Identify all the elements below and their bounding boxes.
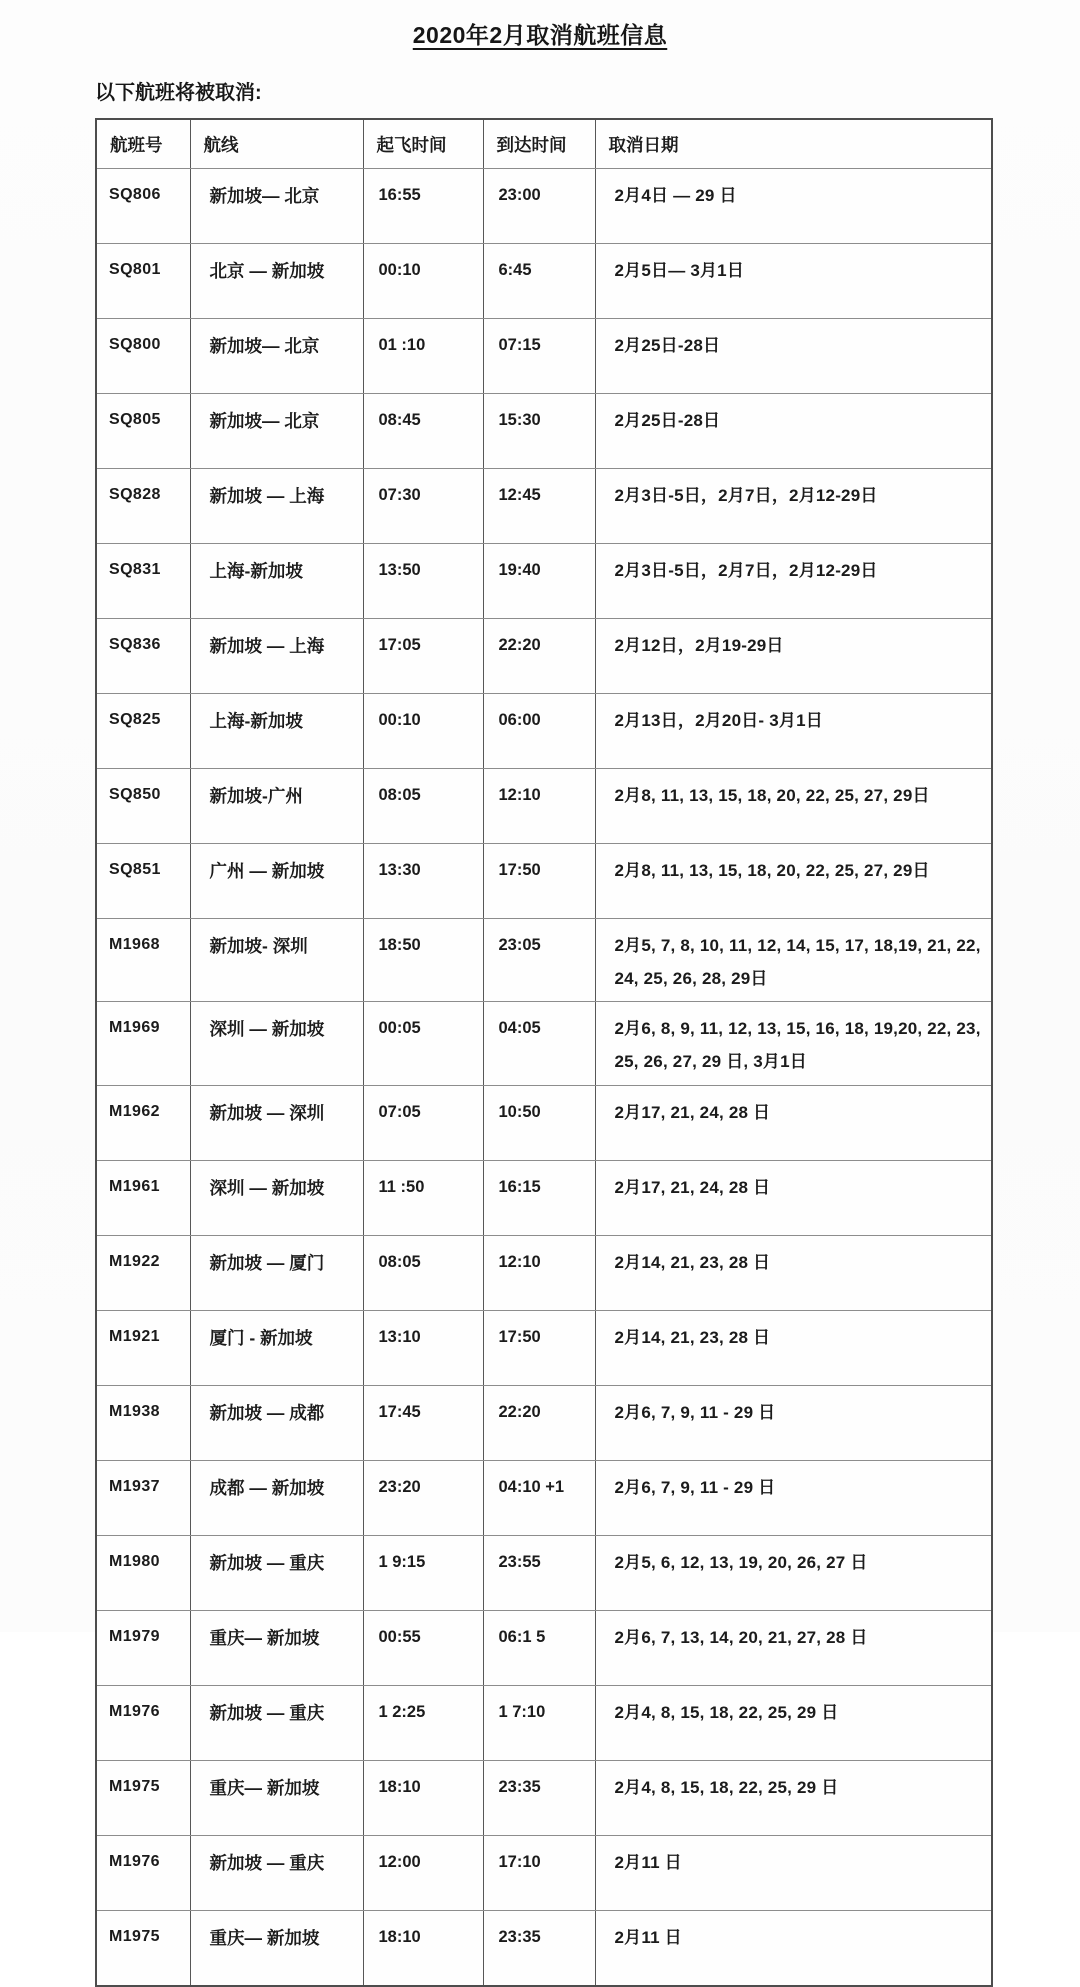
route-cell: 新加坡 — 重庆 <box>190 1685 363 1760</box>
table-row <box>96 319 992 394</box>
table-row <box>96 769 992 844</box>
header-cancel-dates: 取消日期 <box>595 119 992 169</box>
route-cell: 新加坡-广州 <box>190 769 363 844</box>
arrival-time-cell: 16:15 <box>483 1160 595 1235</box>
route-cell: 新加坡 — 上海 <box>190 469 363 544</box>
arrival-time-cell: 17:50 <box>483 1310 595 1385</box>
route-cell: 新加坡 — 厦门 <box>190 1235 363 1310</box>
route-cell: 新加坡— 北京 <box>190 319 363 394</box>
cancel-dates-cell: 2月5日— 3月1日 <box>595 244 992 319</box>
departure-time-cell: 00:10 <box>363 694 483 769</box>
departure-time-cell: 1 2:25 <box>363 1685 483 1760</box>
arrival-time-cell: 23:35 <box>483 1910 595 1986</box>
cancel-dates-cell: 2月11 日 <box>595 1910 992 1986</box>
flight-number-cell: M1975 <box>96 1910 190 1986</box>
route-cell: 上海-新加坡 <box>190 694 363 769</box>
route-cell: 广州 — 新加坡 <box>190 844 363 919</box>
arrival-time-cell: 23:05 <box>483 919 595 1002</box>
departure-time-cell: 01 :10 <box>363 319 483 394</box>
departure-time-cell: 07:30 <box>363 469 483 544</box>
departure-time-cell: 17:45 <box>363 1385 483 1460</box>
departure-time-cell: 13:50 <box>363 544 483 619</box>
departure-time-cell: 12:00 <box>363 1835 483 1910</box>
table-row <box>96 1460 992 1535</box>
route-cell: 新加坡 — 重庆 <box>190 1835 363 1910</box>
table-row <box>96 169 992 244</box>
flight-number-cell: M1976 <box>96 1685 190 1760</box>
departure-time-cell: 13:10 <box>363 1310 483 1385</box>
route-cell: 新加坡— 北京 <box>190 394 363 469</box>
table-row <box>96 1535 992 1610</box>
header-arrival-time: 到达时间 <box>483 119 595 169</box>
flight-number-cell: SQ825 <box>96 694 190 769</box>
flight-number-cell: SQ805 <box>96 394 190 469</box>
table-row <box>96 1235 992 1310</box>
table-row <box>96 1160 992 1235</box>
cancel-dates-cell: 2月6, 7, 13, 14, 20, 21, 27, 28 日 <box>595 1610 992 1685</box>
departure-time-cell: 18:50 <box>363 919 483 1002</box>
departure-time-cell: 23:20 <box>363 1460 483 1535</box>
departure-time-cell: 08:05 <box>363 1235 483 1310</box>
table-row <box>96 469 992 544</box>
flight-number-cell: SQ800 <box>96 319 190 394</box>
arrival-time-cell: 12:10 <box>483 1235 595 1310</box>
cancel-dates-cell: 2月8, 11, 13, 15, 18, 20, 22, 25, 27, 29日 <box>595 844 992 919</box>
departure-time-cell: 13:30 <box>363 844 483 919</box>
flight-number-cell: M1938 <box>96 1385 190 1460</box>
cancel-dates-cell: 2月3日-5日，2月7日，2月12-29日 <box>595 544 992 619</box>
departure-time-cell: 08:05 <box>363 769 483 844</box>
cancel-dates-cell: 2月8, 11, 13, 15, 18, 20, 22, 25, 27, 29日 <box>595 769 992 844</box>
arrival-time-cell: 15:30 <box>483 394 595 469</box>
cancel-dates-cell: 2月6, 8, 9, 11, 12, 13, 15, 16, 18, 19,20, 22, 23, 25, 26, 27, 29 日, 3月1日 <box>595 1002 992 1085</box>
route-cell: 深圳 — 新加坡 <box>190 1160 363 1235</box>
departure-time-cell: 16:55 <box>363 169 483 244</box>
page-title-text: 2020年2月取消航班信息 <box>412 22 668 48</box>
flight-number-cell: M1975 <box>96 1760 190 1835</box>
table-row <box>96 1835 992 1910</box>
table-row <box>96 619 992 694</box>
table-row <box>96 1085 992 1160</box>
cancel-dates-cell: 2月6, 7, 9, 11 - 29 日 <box>595 1385 992 1460</box>
cancel-dates-cell: 2月13日，2月20日- 3月1日 <box>595 694 992 769</box>
flight-number-cell: SQ850 <box>96 769 190 844</box>
cancel-dates-cell: 2月17, 21, 24, 28 日 <box>595 1085 992 1160</box>
route-cell: 重庆— 新加坡 <box>190 1760 363 1835</box>
route-cell: 新加坡 — 深圳 <box>190 1085 363 1160</box>
route-cell: 成都 — 新加坡 <box>190 1460 363 1535</box>
arrival-time-cell: 22:20 <box>483 619 595 694</box>
header-route: 航线 <box>190 119 363 169</box>
flight-number-cell: M1976 <box>96 1835 190 1910</box>
flight-number-cell: M1962 <box>96 1085 190 1160</box>
table-row <box>96 1760 992 1835</box>
departure-time-cell: 11 :50 <box>363 1160 483 1235</box>
route-cell: 上海-新加坡 <box>190 544 363 619</box>
flight-number-cell: M1922 <box>96 1235 190 1310</box>
arrival-time-cell: 12:45 <box>483 469 595 544</box>
arrival-time-cell: 6:45 <box>483 244 595 319</box>
flight-number-cell: SQ806 <box>96 169 190 244</box>
route-cell: 厦门 - 新加坡 <box>190 1310 363 1385</box>
route-cell: 新加坡— 北京 <box>190 169 363 244</box>
cancelled-flights-table <box>95 118 993 1987</box>
cancel-dates-cell: 2月25日-28日 <box>595 394 992 469</box>
table-row <box>96 694 992 769</box>
cancel-dates-cell: 2月4, 8, 15, 18, 22, 25, 29 日 <box>595 1760 992 1835</box>
route-cell: 重庆— 新加坡 <box>190 1910 363 1986</box>
route-cell: 新加坡 — 上海 <box>190 619 363 694</box>
arrival-time-cell: 17:50 <box>483 844 595 919</box>
arrival-time-cell: 23:00 <box>483 169 595 244</box>
flight-number-cell: M1969 <box>96 1002 190 1085</box>
flight-number-cell: SQ851 <box>96 844 190 919</box>
route-cell: 北京 — 新加坡 <box>190 244 363 319</box>
page-title <box>0 0 1080 50</box>
arrival-time-cell: 06:00 <box>483 694 595 769</box>
table-header-row <box>96 119 992 169</box>
departure-time-cell: 1 9:15 <box>363 1535 483 1610</box>
table-row <box>96 1002 992 1085</box>
arrival-time-cell: 19:40 <box>483 544 595 619</box>
table-body <box>96 169 992 1986</box>
cancel-dates-cell: 2月14, 21, 23, 28 日 <box>595 1235 992 1310</box>
table-row <box>96 1685 992 1760</box>
departure-time-cell: 00:55 <box>363 1610 483 1685</box>
arrival-time-cell: 10:50 <box>483 1085 595 1160</box>
departure-time-cell: 00:10 <box>363 244 483 319</box>
cancel-dates-cell: 2月11 日 <box>595 1835 992 1910</box>
table-row <box>96 544 992 619</box>
header-flight-number: 航班号 <box>96 119 190 169</box>
departure-time-cell: 07:05 <box>363 1085 483 1160</box>
cancel-dates-cell: 2月17, 21, 24, 28 日 <box>595 1160 992 1235</box>
flight-number-cell: SQ836 <box>96 619 190 694</box>
arrival-time-cell: 06:1 5 <box>483 1610 595 1685</box>
arrival-time-cell: 04:05 <box>483 1002 595 1085</box>
departure-time-cell: 00:05 <box>363 1002 483 1085</box>
flight-number-cell: SQ828 <box>96 469 190 544</box>
flight-number-cell: M1980 <box>96 1535 190 1610</box>
route-cell: 新加坡- 深圳 <box>190 919 363 1002</box>
arrival-time-cell: 17:10 <box>483 1835 595 1910</box>
departure-time-cell: 17:05 <box>363 619 483 694</box>
cancel-dates-cell: 2月25日-28日 <box>595 319 992 394</box>
cancel-dates-cell: 2月3日-5日，2月7日，2月12-29日 <box>595 469 992 544</box>
cancel-dates-cell: 2月5, 6, 12, 13, 19, 20, 26, 27 日 <box>595 1535 992 1610</box>
arrival-time-cell: 1 7:10 <box>483 1685 595 1760</box>
departure-time-cell: 18:10 <box>363 1910 483 1986</box>
route-cell: 新加坡 — 重庆 <box>190 1535 363 1610</box>
table-row <box>96 1610 992 1685</box>
departure-time-cell: 08:45 <box>363 394 483 469</box>
arrival-time-cell: 22:20 <box>483 1385 595 1460</box>
header-departure-time: 起飞时间 <box>363 119 483 169</box>
cancel-dates-cell: 2月14, 21, 23, 28 日 <box>595 1310 992 1385</box>
table-row <box>96 844 992 919</box>
table-row <box>96 1385 992 1460</box>
flight-number-cell: M1968 <box>96 919 190 1002</box>
departure-time-cell: 18:10 <box>363 1760 483 1835</box>
cancel-dates-cell: 2月4日 — 29 日 <box>595 169 992 244</box>
flight-number-cell: M1979 <box>96 1610 190 1685</box>
route-cell: 重庆— 新加坡 <box>190 1610 363 1685</box>
flight-number-cell: M1921 <box>96 1310 190 1385</box>
cancel-dates-cell: 2月12日，2月19-29日 <box>595 619 992 694</box>
page-subtitle: 以下航班将被取消: <box>95 82 262 104</box>
arrival-time-cell: 12:10 <box>483 769 595 844</box>
arrival-time-cell: 07:15 <box>483 319 595 394</box>
flight-number-cell: M1961 <box>96 1160 190 1235</box>
arrival-time-cell: 04:10 +1 <box>483 1460 595 1535</box>
route-cell: 深圳 — 新加坡 <box>190 1002 363 1085</box>
cancel-dates-cell: 2月4, 8, 15, 18, 22, 25, 29 日 <box>595 1685 992 1760</box>
flight-number-cell: M1937 <box>96 1460 190 1535</box>
table-row <box>96 394 992 469</box>
cancel-dates-cell: 2月5, 7, 8, 10, 11, 12, 14, 15, 17, 18,19, 21, 22, 24, 25, 26, 28, 29日 <box>595 919 992 1002</box>
cancel-dates-cell: 2月6, 7, 9, 11 - 29 日 <box>595 1460 992 1535</box>
arrival-time-cell: 23:35 <box>483 1760 595 1835</box>
flight-number-cell: SQ831 <box>96 544 190 619</box>
table-row <box>96 1910 992 1986</box>
table-row <box>96 244 992 319</box>
flight-number-cell: SQ801 <box>96 244 190 319</box>
table-row <box>96 1310 992 1385</box>
arrival-time-cell: 23:55 <box>483 1535 595 1610</box>
route-cell: 新加坡 — 成都 <box>190 1385 363 1460</box>
table-row <box>96 919 992 1002</box>
